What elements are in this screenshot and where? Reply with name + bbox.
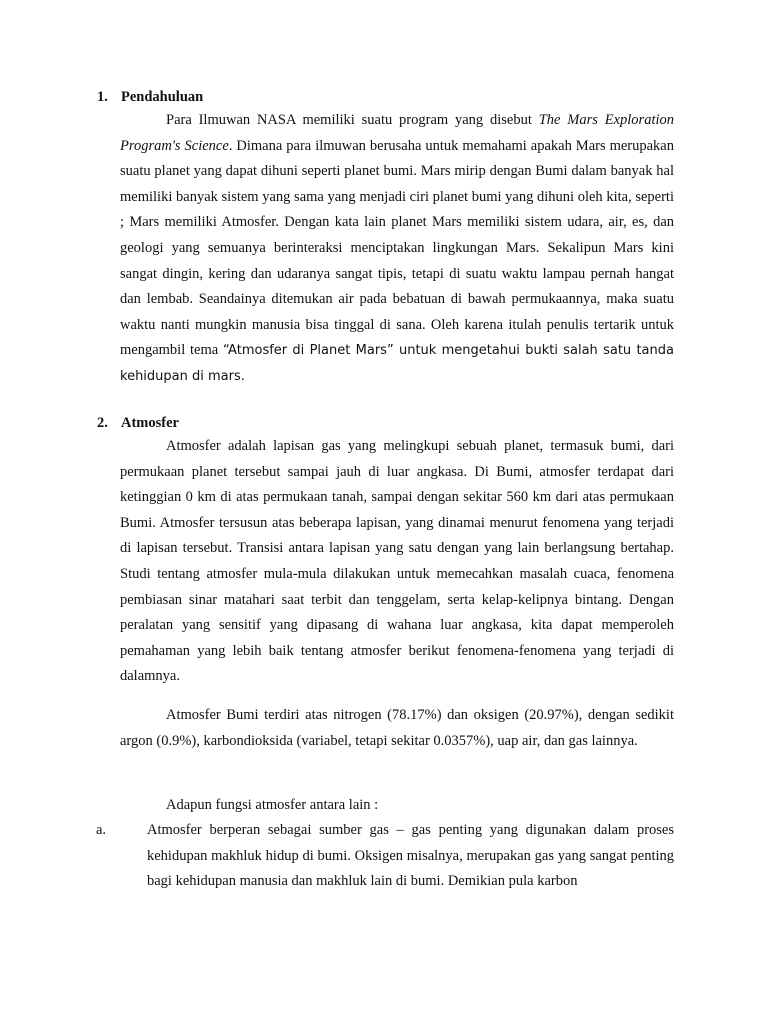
section-1-heading <box>97 89 203 106</box>
section-2-paragraph-3 <box>120 793 674 819</box>
list-marker: a. <box>96 822 107 838</box>
list-item-text: Atmosfer berperan sebagai sumber gas – gas penting yang digunakan dalam proses kehidupan makhluk hidup di bumi. Oksigen misalnya, merupakan gas yang sangat penting bagi kehidupan manusia dan makhluk lain di bumi. Demikian pula karbon <box>147 822 674 890</box>
section-2-heading <box>97 415 179 432</box>
atmosphere-definition: Atmosfer adalah lapisan gas yang melingkupi sebuah planet, termasuk bumi, dari permukaan planet tersebut sampai jauh di luar angkasa. Di Bumi, atmosfer terdapat dari ketinggian 0 km di atas permukaan tanah, sampai dengan sekitar 560 km dari atas permukaan Bumi. Atmosfer tersusun atas beberapa lapisan, yang dinamai menurut fenomena yang terjadi di lapisan tersebut. Transisi antara lapisan yang satu dengan yang lain berlangsung bertahap. Studi tentang atmosfer mula-mula dilakukan untuk memecahkan masalah cuaca, fenomena pembiasan sinar matahari saat terbit dan tenggelam, serta kelap-kelipnya bintang. Dengan peralatan yang sensitif yang dipasang di wahana luar angkasa, kita dapat memperoleh pemahaman yang lebih baik tentang atmosfer berikut fenomena-fenomena yang terjadi di dalamnya. <box>120 438 674 685</box>
section-1-title: Pendahuluan <box>121 89 204 105</box>
section-2-number: 2. <box>97 415 108 431</box>
section-1-paragraph <box>120 108 674 390</box>
section-1-text-b: . Dimana para ilmuwan berusaha untuk memahami apakah Mars merupakan suatu planet yang dapat dihuni seperti planet bumi. Mars mirip dengan Bumi dalam banyak hal memiliki banyak sistem yang sama yang menjadi ciri planet bumi yang dihuni oleh kita, seperti ; Mars memiliki Atmosfer. Dengan kata lain planet Mars memiliki sistem udara, air, es, dan geologi yang semuanya berinteraksi menciptakan lingkungan Mars. Sekalipun Mars kini sangat dingin, kering dan udaranya sangat tipis, tetapi di suatu waktu lampau pernah hangat dan lembab. Seandainya ditemukan air pada bebatuan di bawah permukaannya, maka suatu waktu nanti mungkin manusia bisa tinggal di sana. Oleh karena itulah penulis tertarik untuk mengambil tema <box>120 137 674 359</box>
section-1-program-name: The Mars Exploration Program's Science <box>120 112 674 154</box>
section-2-title: Atmosfer <box>121 415 179 431</box>
list-item <box>96 818 674 895</box>
atmosphere-functions-intro: Adapun fungsi atmosfer antara lain : <box>166 797 379 813</box>
section-1-number: 1. <box>97 89 108 105</box>
section-2-paragraph-1 <box>120 434 674 690</box>
section-2-paragraph-2 <box>120 703 674 754</box>
atmosphere-composition: Atmosfer Bumi terdiri atas nitrogen (78.17%) dan oksigen (20.97%), dengan sedikit argon (0.9%), karbondioksida (variabel, tetapi sekitar 0.0357%), uap air, dan gas lainnya. <box>120 707 674 749</box>
section-1-text-a: Para Ilmuwan NASA memiliki suatu program yang disebut <box>166 112 539 128</box>
section-1-theme: “Atmosfer di Planet Mars” untuk mengetahui bukti salah satu tanda kehidupan di mars. <box>120 343 674 384</box>
